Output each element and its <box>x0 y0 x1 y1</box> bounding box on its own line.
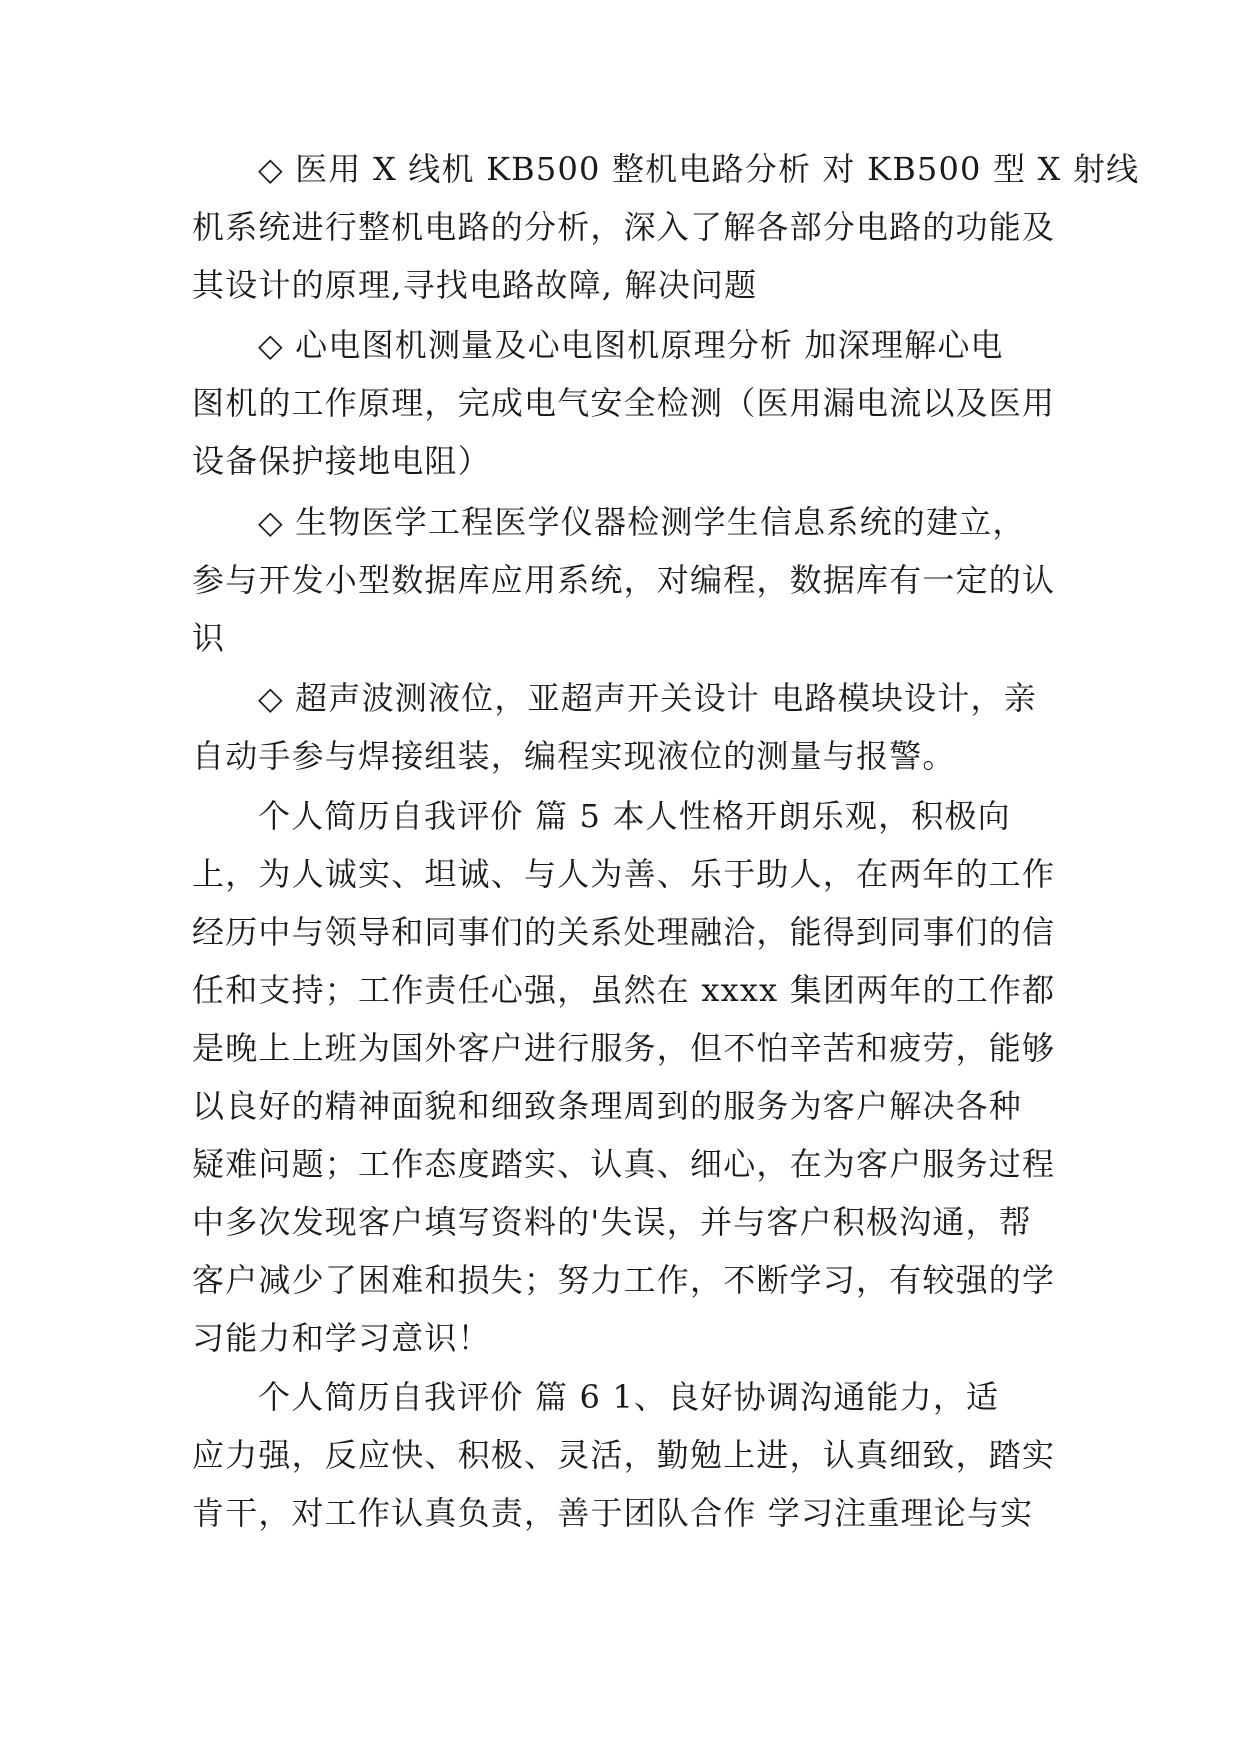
paragraph-line: 识 <box>192 619 226 657</box>
paragraph-line: 客户减少了困难和损失；努力工作，不断学习，有较强的学 <box>192 1261 1056 1299</box>
paragraph-line: 以良好的精神面貌和细致条理周到的服务为客户解决各种 <box>192 1087 1023 1125</box>
paragraph-line: ◇ 医用 X 线机 KB500 整机电路分析 对 KB500 型 X 射线 <box>258 150 1140 188</box>
paragraph-line: 自动手参与焊接组装，编程实现液位的测量与报警。 <box>192 737 956 775</box>
paragraph-line: 图机的工作原理，完成电气安全检测（医用漏电流以及医用 <box>192 384 1056 422</box>
paragraph-line: 应力强，反应快、积极、灵活，勤勉上进，认真细致，踏实 <box>192 1436 1056 1474</box>
paragraph-line: ◇ 心电图机测量及心电图机原理分析 加深理解心电 <box>258 326 1004 364</box>
paragraph-line: 是晚上上班为国外客户进行服务，但不怕辛苦和疲劳，能够 <box>192 1029 1056 1067</box>
paragraph-line: 经历中与领导和同事们的关系处理融洽，能得到同事们的信 <box>192 913 1056 951</box>
paragraph-line: 上，为人诚实、坦诚、与人为善、乐于助人，在两年的工作 <box>192 855 1056 893</box>
paragraph-line: 疑难问题；工作态度踏实、认真、细心，在为客户服务过程 <box>192 1145 1056 1183</box>
paragraph-line: ◇ 生物医学工程医学仪器检测学生信息系统的建立， <box>258 503 1026 541</box>
paragraph-line: 其设计的原理,寻找电路故障, 解决问题 <box>192 266 758 304</box>
paragraph-line: 机系统进行整机电路的分析，深入了解各部分电路的功能及 <box>192 208 1056 246</box>
paragraph-line: 设备保护接地电阻） <box>192 442 491 480</box>
paragraph-line: 参与开发小型数据库应用系统，对编程，数据库有一定的认 <box>192 561 1056 599</box>
paragraph-line: 任和支持；工作责任心强，虽然在 xxxx 集团两年的工作都 <box>192 971 1056 1009</box>
paragraph-line: 中多次发现客户填写资料的'失误，并与客户积极沟通，帮 <box>192 1203 1032 1241</box>
paragraph-line: 肯干，对工作认真负责，善于团队合作 学习注重理论与实 <box>192 1494 1034 1532</box>
paragraph-line: 习能力和学习意识！ <box>192 1319 491 1357</box>
section-heading-line: 个人简历自我评价 篇 6 1、良好协调沟通能力，适 <box>258 1378 1000 1416</box>
paragraph-line: ◇ 超声波测液位，亚超声开关设计 电路模块设计，亲 <box>258 679 1037 717</box>
section-heading-line: 个人简历自我评价 篇 5 本人性格开朗乐观，积极向 <box>258 797 1011 835</box>
